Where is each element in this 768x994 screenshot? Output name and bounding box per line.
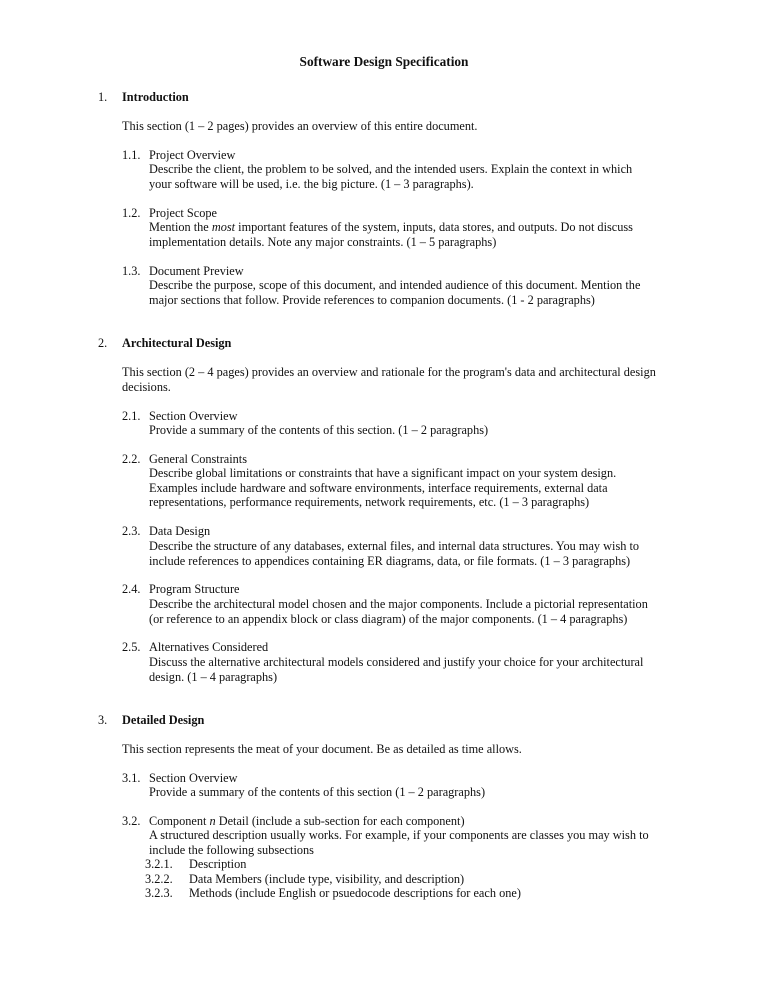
subsubsection-title: Description	[189, 857, 247, 871]
text-line: include references to appendices containing ER diagrams, data, or file formats. (1 – 3 paragraphs)	[149, 553, 631, 568]
subsection-number: 2.1.	[122, 409, 141, 423]
text-line	[149, 220, 679, 235]
text-line: Describe the client, the problem to be solved, and the intended users. Explain the context in which	[149, 162, 633, 176]
subsection-heading: Section Overview	[149, 771, 238, 785]
section-number: 3.	[98, 713, 108, 727]
text-line: (or reference to an appendix block or class diagram) of the major components. (1 – 4 paragraphs)	[149, 611, 628, 626]
subsection-heading: Alternatives Considered	[149, 640, 269, 654]
subsection-body	[149, 220, 679, 249]
text-line: your software will be used, i.e. the big picture. (1 – 3 paragraphs).	[149, 176, 474, 191]
subsection-number: 2.2.	[122, 452, 141, 466]
subsection-number: 2.4.	[122, 582, 141, 596]
subsubsection-title: Data Members (include type, visibility, and description)	[189, 872, 465, 886]
section-intro	[122, 365, 682, 394]
subsection-body	[149, 423, 679, 438]
subsection-number: 2.5.	[122, 640, 141, 654]
subsection-number: 2.3.	[122, 524, 141, 538]
text-line: representations, performance requirements, network requirements, etc. (1 – 3 paragraphs)	[149, 495, 590, 509]
text-line: Describe the architectural model chosen and the major components. Include a pictorial representation	[149, 597, 648, 611]
subsection-heading: General Constraints	[149, 452, 248, 466]
text-line: Describe the structure of any databases, external files, and internal data structures. You may wish to	[149, 539, 640, 553]
subsection-heading: Program Structure	[149, 582, 240, 596]
text-line: implementation details. Note any major constraints. (1 – 5 paragraphs)	[149, 234, 497, 249]
text-line: Describe global limitations or constraints that have a significant impact on your system design.	[149, 466, 617, 480]
subsection-number: 1.3.	[122, 264, 141, 278]
section-number: 1.	[98, 90, 108, 104]
section-intro	[122, 119, 682, 134]
subsubsection-title: Methods (include English or psuedocode descriptions for each one)	[189, 886, 521, 900]
subsubsection-number: 3.2.1.	[145, 857, 173, 871]
text-line: decisions.	[122, 379, 171, 394]
subsection-body	[149, 278, 679, 307]
text-line: Discuss the alternative architectural models considered and justify your choice for your architectural	[149, 655, 644, 669]
section-heading: Detailed Design	[122, 713, 205, 727]
subsection-body	[149, 655, 679, 684]
subsection-number: 3.2.	[122, 814, 141, 828]
text-line: Provide a summary of the contents of this section (1 – 2 paragraphs)	[149, 785, 486, 799]
section-heading: Introduction	[122, 90, 189, 104]
text-line: This section (2 – 4 pages) provides an overview and rationale for the program's data and architectural design	[122, 365, 656, 379]
subsection-heading: Project Overview	[149, 148, 236, 162]
text-fragment: Detail (include a sub-section for each component)	[215, 814, 465, 828]
text-line: Examples include hardware and software environments, interface requirements, external data	[149, 480, 608, 495]
emphasis-text: n	[209, 814, 216, 828]
subsection-number: 1.2.	[122, 206, 141, 220]
text-line: A structured description usually works. For example, if your components are classes you may wish to	[149, 828, 649, 842]
section-intro	[122, 742, 682, 757]
subsection-body	[149, 785, 679, 800]
text-fragment: important features of the system, inputs, data stores, and outputs. Do not discuss	[235, 220, 633, 234]
subsection-heading: Document Preview	[149, 264, 244, 278]
subsection-body	[149, 466, 679, 510]
text-line: design. (1 – 4 paragraphs)	[149, 669, 278, 684]
section-number: 2.	[98, 336, 108, 350]
subsection-heading: Data Design	[149, 524, 211, 538]
subsubsection-number: 3.2.2.	[145, 872, 173, 886]
subsubsection-number: 3.2.3.	[145, 886, 173, 900]
document-title: Software Design Specification	[299, 54, 469, 69]
text-fragment: Component	[149, 814, 210, 828]
text-line: This section represents the meat of your document. Be as detailed as time allows.	[122, 742, 522, 756]
subsection-heading	[149, 814, 465, 829]
subsection-body	[149, 597, 679, 626]
text-line: Provide a summary of the contents of this section. (1 – 2 paragraphs)	[149, 423, 489, 437]
subsection-body	[149, 828, 679, 857]
section-heading: Architectural Design	[122, 336, 232, 350]
subsection-number: 1.1.	[122, 148, 141, 162]
text-line: major sections that follow. Provide references to companion documents. (1 - 2 paragraphs)	[149, 292, 595, 307]
subsection-heading: Section Overview	[149, 409, 238, 423]
text-line: Describe the purpose, scope of this document, and intended audience of this document. Mention the	[149, 278, 641, 292]
subsection-body	[149, 162, 679, 191]
text-line: include the following subsections	[149, 842, 314, 857]
subsection-heading: Project Scope	[149, 206, 217, 220]
subsection-number: 3.1.	[122, 771, 141, 785]
text-line: This section (1 – 2 pages) provides an overview of this entire document.	[122, 119, 478, 133]
emphasis-text: most	[211, 220, 236, 234]
text-fragment: Mention the	[149, 220, 212, 234]
subsection-body	[149, 539, 679, 568]
